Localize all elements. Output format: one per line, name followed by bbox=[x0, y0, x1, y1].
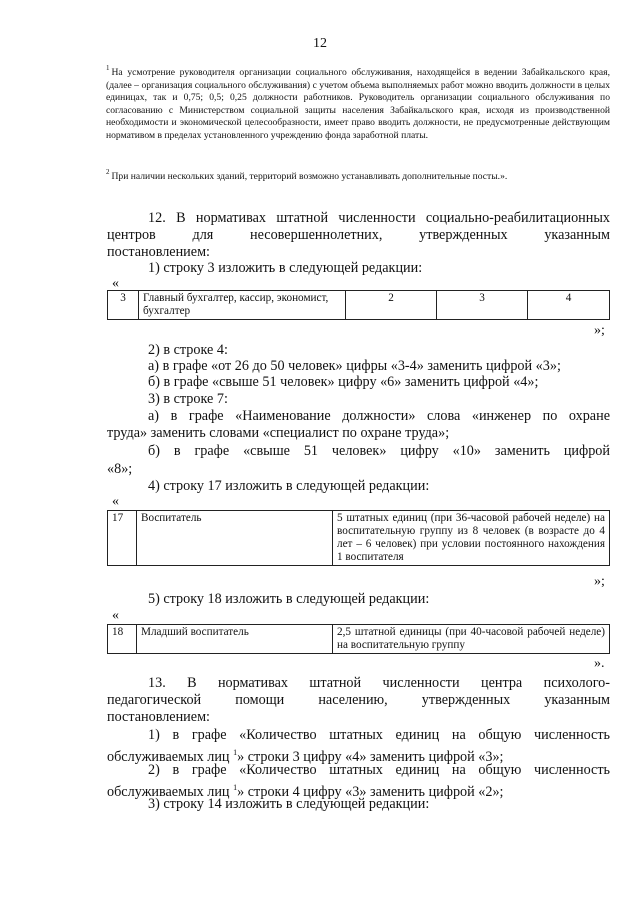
paragraph-12-item-3b-line-2: «8»; bbox=[107, 461, 133, 477]
quote-close-1: »; bbox=[594, 323, 605, 338]
paragraph-12-item-3a-line-1: а) в графе «Наименование должности» слова «инженер по охране bbox=[148, 408, 610, 424]
table1-col3: 4 bbox=[528, 291, 610, 320]
table1-num: 3 bbox=[108, 291, 139, 320]
table-row-17 bbox=[107, 510, 610, 566]
paragraph-13-line-1: 13. В нормативах штатной численности центра психолого- bbox=[148, 675, 610, 691]
paragraph-12-item-3: 3) в строке 7: bbox=[148, 391, 228, 407]
p13-2-footnote-ref: 1 bbox=[233, 783, 238, 792]
paragraph-12-line-1: 12. В нормативах штатной численности социально-реабилитационных bbox=[148, 210, 610, 226]
p13-2-text-b: » строки 4 цифру «3» заменить цифрой «2»; bbox=[237, 784, 504, 800]
table-row-3 bbox=[107, 290, 610, 320]
quote-open-1: « bbox=[112, 276, 119, 291]
paragraph-12-item-5: 5) строку 18 изложить в следующей редакции: bbox=[148, 591, 430, 607]
paragraph-12-line-3: постановлением: bbox=[107, 244, 210, 260]
table3-name: Младший воспитатель bbox=[137, 625, 333, 654]
p13-1-footnote-ref: 1 bbox=[233, 748, 238, 757]
p13-2-text-a: обслуживаемых лиц bbox=[107, 784, 234, 800]
paragraph-12-item-2a: а) в графе «от 26 до 50 человек» цифры «3-4» заменить цифрой «3»; bbox=[148, 358, 561, 374]
paragraph-13-line-2: педагогической помощи населению, утвержденных указанным bbox=[107, 692, 610, 708]
footnote-1-mark: 1 bbox=[106, 64, 110, 72]
paragraph-12-item-4: 4) строку 17 изложить в следующей редакции: bbox=[148, 478, 430, 494]
paragraph-13-item-2-line-1: 2) в графе «Количество штатных единиц на общую численность bbox=[148, 762, 610, 778]
paragraph-13-item-3: 3) строку 14 изложить в следующей редакции: bbox=[148, 796, 430, 812]
paragraph-12-item-3b-line-1: б) в графе «свыше 51 человек» цифру «10» заменить цифрой bbox=[148, 443, 610, 459]
table2-desc: 5 штатных единиц (при 36-часовой рабочей неделе) на воспитательную группу из 8 человек (в возрасте до 4 лет – 6 человек) при условии постоянного нахождения 1 воспитателя bbox=[333, 511, 610, 566]
p13-1-text-b: » строки 3 цифру «4» заменить цифрой «3»; bbox=[237, 749, 504, 765]
table1-col1: 2 bbox=[346, 291, 437, 320]
footnote-2-text: При наличии нескольких зданий, территорий возможно устанавливать дополнительные посты.». bbox=[111, 171, 508, 182]
table2-name: Воспитатель bbox=[137, 511, 333, 566]
table3-num: 18 bbox=[108, 625, 137, 654]
p13-1-text-a: обслуживаемых лиц bbox=[107, 749, 234, 765]
quote-open-3: « bbox=[112, 608, 119, 623]
paragraph-12-item-2: 2) в строке 4: bbox=[148, 342, 228, 358]
page-number: 12 bbox=[313, 36, 327, 51]
paragraph-13-item-1-line-1: 1) в графе «Количество штатных единиц на общую численность bbox=[148, 727, 610, 743]
footnote-2 bbox=[106, 166, 610, 184]
table2-num: 17 bbox=[108, 511, 137, 566]
quote-close-3: ». bbox=[594, 656, 605, 671]
table3-desc: 2,5 штатной единицы (при 40-часовой рабочей неделе) на воспитательную группу bbox=[333, 625, 610, 654]
paragraph-12-item-1: 1) строку 3 изложить в следующей редакции: bbox=[148, 260, 423, 276]
quote-close-2: »; bbox=[594, 574, 605, 589]
footnote-1-text: На усмотрение руководителя организации социального обслуживания, находящейся в ведении Забайкальского края, (далее – организация социального обслуживания) с учетом объема выполняемых работ можно вводить должности в целых единицах, так и 0,75; 0,5; 0,25 должности работников. Руководитель организации социального обслуживания по согласованию с Министерством социальной защиты населения Забайкальского края, исходя из производственной необходимости и экономической целесообразности, имеет право вводить должности, не предусмотренные действующим нормативом в пределах установленного учреждению фонда заработной платы. bbox=[106, 67, 610, 141]
paragraph-13-line-3: постановлением: bbox=[107, 709, 210, 725]
table1-col2: 3 bbox=[437, 291, 528, 320]
footnote-2-mark: 2 bbox=[106, 168, 110, 176]
paragraph-12-line-2: центров для несовершеннолетних, утвержденных указанным bbox=[107, 227, 610, 243]
footnote-1 bbox=[106, 62, 610, 143]
table-row-18 bbox=[107, 624, 610, 654]
quote-open-2: « bbox=[112, 494, 119, 509]
paragraph-12-item-3a-line-2: труда» заменить словами «специалист по охране труда»; bbox=[107, 425, 450, 441]
paragraph-12-item-2b: б) в графе «свыше 51 человек» цифру «6» заменить цифрой «4»; bbox=[148, 374, 539, 390]
table1-name: Главный бухгалтер, кассир, экономист, бухгалтер bbox=[139, 291, 346, 320]
